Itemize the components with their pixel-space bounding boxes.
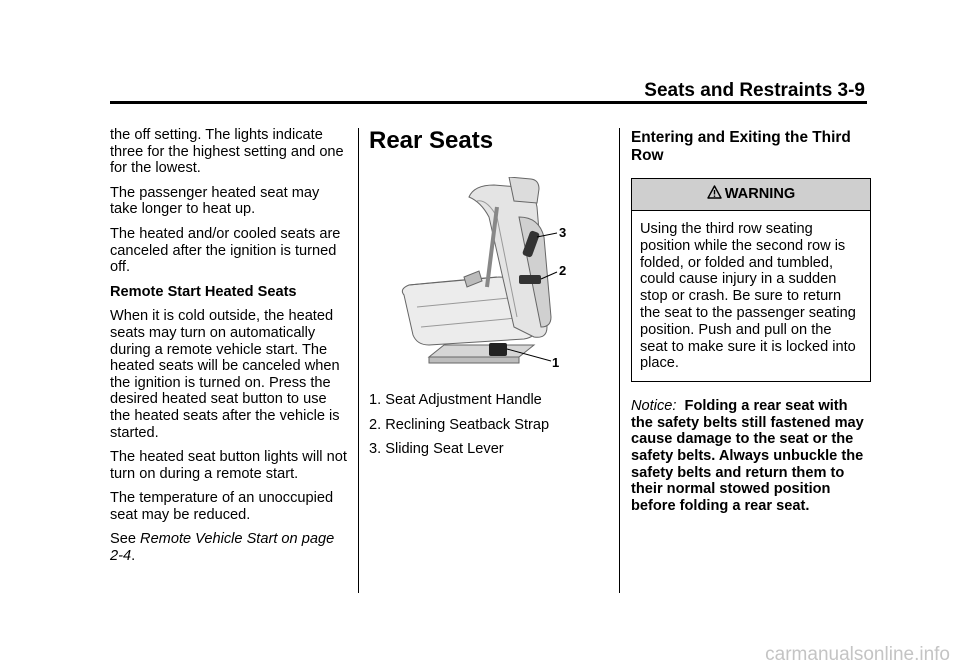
column-divider-2 (619, 128, 620, 593)
header-rule (110, 101, 867, 104)
legend-item: 3. Sliding Seat Lever (369, 441, 504, 458)
section-title-third-row: Entering and Exiting the Third Row (631, 129, 851, 164)
watermark: carmanualsonline.info (765, 644, 950, 665)
callout-3: 3 (559, 225, 567, 240)
figure-legend (369, 392, 609, 458)
rear-seat-figure (369, 177, 609, 382)
paragraph: When it is cold outside, the heated seats may turn on automatically during a remote vehicle start. The heated seats will be canceled when the ignition is turned on. Press the desired heated seat button to use the heated seats after the vehicle is started. (110, 308, 340, 441)
notice-text: Folding a rear seat with the safety belts still fastened may cause damage to the seat or the safety belts. Always unbuckle the safety belts and return them to their normal stowed position before folding a rear seat. (631, 398, 864, 514)
column-1 (110, 127, 350, 573)
paragraph: the off setting. The lights indicate three for the highest setting and one for the lowest. (110, 127, 344, 177)
cross-reference (110, 531, 350, 564)
see-prefix: See (110, 531, 136, 548)
callout-2: 2 (559, 263, 567, 278)
warning-text: Using the third row seating position while the second row is folded, or folded and tumbled, could cause injury in a sudden stop or crash. Be sure to return the seat to the passenger seating position. Push and pull on the seat to make sure it is locked into place. (640, 221, 856, 372)
notice (631, 398, 871, 514)
see-suffix: . (131, 548, 136, 565)
paragraph: The heated seat button lights will not turn on during a remote start. (110, 449, 347, 482)
paragraph: The temperature of an unoccupied seat may be reduced. (110, 490, 334, 523)
paragraph: The passenger heated seat may take longer to heat up. (110, 184, 320, 218)
section-title-rear-seats: Rear Seats (369, 127, 494, 154)
warning-box (631, 178, 871, 382)
paragraph: The heated and/or cooled seats are canceled after the ignition is turned off. (110, 225, 341, 276)
subheading-remote-start: Remote Start Heated Seats (110, 283, 297, 300)
warning-header (632, 179, 870, 211)
column-2 (369, 127, 609, 466)
callout-1: 1 (552, 355, 560, 370)
legend-item: 2. Reclining Seatback Strap (369, 416, 550, 433)
column-3 (631, 129, 871, 522)
legend-item: 1. Seat Adjustment Handle (369, 392, 542, 408)
column-divider-1 (358, 128, 359, 593)
rear-seat-illustration (369, 177, 609, 382)
warning-label: WARNING (724, 186, 796, 203)
warning-icon (707, 185, 722, 204)
page-header-title: Seats and Restraints 3-9 (644, 80, 865, 101)
notice-label: Notice: (631, 398, 677, 415)
see-reference-link[interactable]: Remote Vehicle Start on page 2-4 (110, 531, 335, 565)
